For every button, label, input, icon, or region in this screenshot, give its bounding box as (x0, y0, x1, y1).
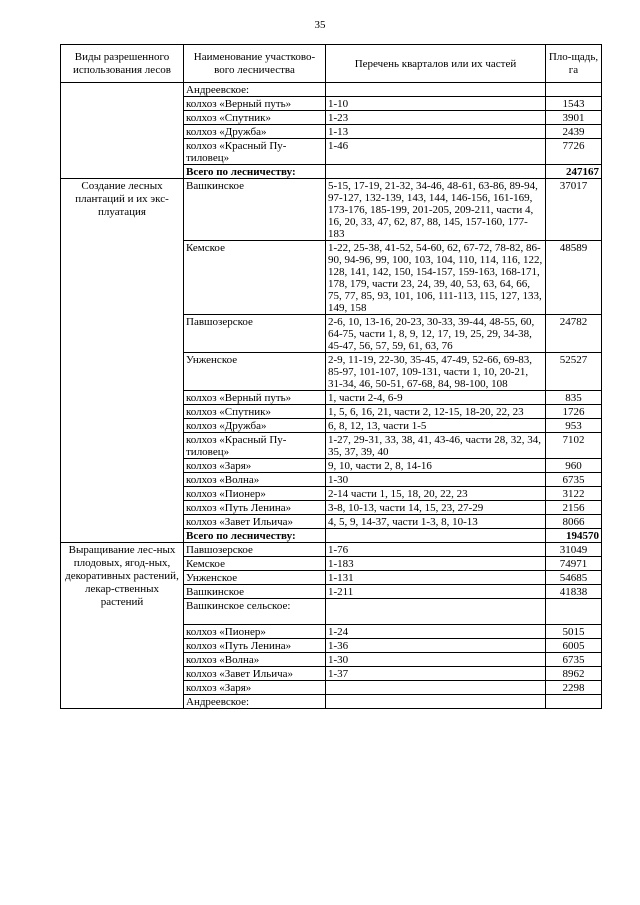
area: 37017 (546, 179, 602, 241)
subheading: Андреевское: (184, 695, 326, 709)
quarters: 1-22, 25-38, 41-52, 54-60, 62, 67-72, 78-82, 86-90, 94-96, 99, 100, 103, 104, 110, 114, 116, 122, 128, 141, 142, 150, 154-157, 159-163, 168-171, 178, 179, части 23, 24, 39, 40, 53, 63, 64, 66, 75, 77, 85, 93, 101, 106, 111-113, 115, 127, 133, 149, 158 (326, 241, 546, 315)
forestry-name: колхоз «Пионер» (184, 487, 326, 501)
total-area: 247167 (546, 165, 602, 179)
area: 52527 (546, 353, 602, 391)
area: 7102 (546, 433, 602, 459)
area: 5015 (546, 625, 602, 639)
quarters: 3-8, 10-13, части 14, 15, 23, 27-29 (326, 501, 546, 515)
quarters: 6, 8, 12, 13, части 1-5 (326, 419, 546, 433)
area: 31049 (546, 543, 602, 557)
quarters: 1-13 (326, 125, 546, 139)
forestry-name: колхоз «Красный Пу-тиловец» (184, 139, 326, 165)
area: 1543 (546, 97, 602, 111)
forestry-name: колхоз «Волна» (184, 653, 326, 667)
quarters: 4, 5, 9, 14-37, части 1-3, 8, 10-13 (326, 515, 546, 529)
forestry-name: колхоз «Спутник» (184, 111, 326, 125)
forestry-name: колхоз «Дружба» (184, 125, 326, 139)
forestry-name: Вашкинское (184, 179, 326, 241)
table-row (61, 543, 602, 557)
area: 74971 (546, 557, 602, 571)
forestry-name: Кемское (184, 557, 326, 571)
quarters: 1-10 (326, 97, 546, 111)
forestry-name: колхоз «Заря» (184, 459, 326, 473)
forestry-name: Унженское (184, 353, 326, 391)
forestry-name: колхоз «Завет Ильича» (184, 515, 326, 529)
quarters: 1-30 (326, 473, 546, 487)
forestry-name: Унженское (184, 571, 326, 585)
header-row (61, 45, 602, 83)
area: 8066 (546, 515, 602, 529)
quarters: 1-30 (326, 653, 546, 667)
subheading: Андреевское: (184, 83, 326, 97)
header-use: Виды разрешенного использования лесов (61, 45, 184, 83)
forestry-name: колхоз «Путь Ленина» (184, 501, 326, 515)
table-row (61, 83, 602, 97)
area: 7726 (546, 139, 602, 165)
header-area: Пло-щадь, га (546, 45, 602, 83)
quarters: 1-24 (326, 625, 546, 639)
area: 2439 (546, 125, 602, 139)
quarters (326, 681, 546, 695)
quarters: 1-131 (326, 571, 546, 585)
area: 835 (546, 391, 602, 405)
quarters: 1-36 (326, 639, 546, 653)
use-cell-empty (61, 83, 184, 179)
quarters: 1-46 (326, 139, 546, 165)
forestry-name: колхоз «Завет Ильича» (184, 667, 326, 681)
land-use-table (60, 44, 602, 709)
page-number: 35 (314, 19, 326, 31)
area: 3122 (546, 487, 602, 501)
quarters: 1-183 (326, 557, 546, 571)
use-type: Выращивание лес-ных плодовых, ягод-ных, декоративных растений, лекар-ственных растений (61, 543, 184, 709)
area: 6735 (546, 473, 602, 487)
quarters: 1, 5, 6, 16, 21, части 2, 12-15, 18-20, 22, 23 (326, 405, 546, 419)
quarters: 1-27, 29-31, 33, 38, 41, 43-46, части 28, 32, 34, 35, 37, 39, 40 (326, 433, 546, 459)
use-type: Создание лесных плантаций и их экс-плуатация (61, 179, 184, 543)
forestry-name: колхоз «Дружба» (184, 419, 326, 433)
forestry-name: колхоз «Спутник» (184, 405, 326, 419)
forestry-name: Павшозерское (184, 315, 326, 353)
quarters: 1-211 (326, 585, 546, 599)
quarters: 5-15, 17-19, 21-32, 34-46, 48-61, 63-86, 89-94, 97-127, 132-139, 143, 144, 146-156, 161-169, 173-176, 185-199, 201-205, 209-211, части 4, 16, 20, 33, 47, 62, 87, 88, 145, 157-160, 177-183 (326, 179, 546, 241)
forestry-name: Павшозерское (184, 543, 326, 557)
forestry-name: колхоз «Верный путь» (184, 391, 326, 405)
area: 24782 (546, 315, 602, 353)
header-forestry: Наименование участково-вого лесничества (184, 45, 326, 83)
area: 8962 (546, 667, 602, 681)
subheading: Вашкинское сельское: (184, 599, 326, 625)
quarters: 1-76 (326, 543, 546, 557)
area: 953 (546, 419, 602, 433)
area: 1726 (546, 405, 602, 419)
total-label: Всего по лесничеству: (184, 529, 326, 543)
area: 2298 (546, 681, 602, 695)
forestry-name: колхоз «Волна» (184, 473, 326, 487)
quarters: 1-23 (326, 111, 546, 125)
area: 48589 (546, 241, 602, 315)
total-area: 194570 (546, 529, 602, 543)
forestry-name: Кемское (184, 241, 326, 315)
forestry-name: колхоз «Верный путь» (184, 97, 326, 111)
area: 2156 (546, 501, 602, 515)
quarters: 1-37 (326, 667, 546, 681)
area: 6735 (546, 653, 602, 667)
forestry-name: колхоз «Красный Пу-тиловец» (184, 433, 326, 459)
area: 41838 (546, 585, 602, 599)
area: 960 (546, 459, 602, 473)
forestry-name: Вашкинское (184, 585, 326, 599)
forestry-name: колхоз «Пионер» (184, 625, 326, 639)
quarters: 2-9, 11-19, 22-30, 35-45, 47-49, 52-66, 69-83, 85-97, 101-107, 109-131, части 1, 10, 20-21, 31-34, 46, 50-51, 67-68, 84, 98-100, 108 (326, 353, 546, 391)
quarters: 2-14 части 1, 15, 18, 20, 22, 23 (326, 487, 546, 501)
header-quarters: Перечень кварталов или их частей (326, 45, 546, 83)
quarters: 9, 10, части 2, 8, 14-16 (326, 459, 546, 473)
area: 54685 (546, 571, 602, 585)
forestry-name: колхоз «Заря» (184, 681, 326, 695)
area: 3901 (546, 111, 602, 125)
area: 6005 (546, 639, 602, 653)
forestry-name: колхоз «Путь Ленина» (184, 639, 326, 653)
quarters: 2-6, 10, 13-16, 20-23, 30-33, 39-44, 48-55, 60, 64-75, части 1, 8, 9, 12, 17, 19, 25, 29, 34-38, 45-47, 56, 57, 59, 61, 63, 76 (326, 315, 546, 353)
quarters: 1, части 2-4, 6-9 (326, 391, 546, 405)
table-row (61, 179, 602, 241)
total-label: Всего по лесничеству: (184, 165, 326, 179)
